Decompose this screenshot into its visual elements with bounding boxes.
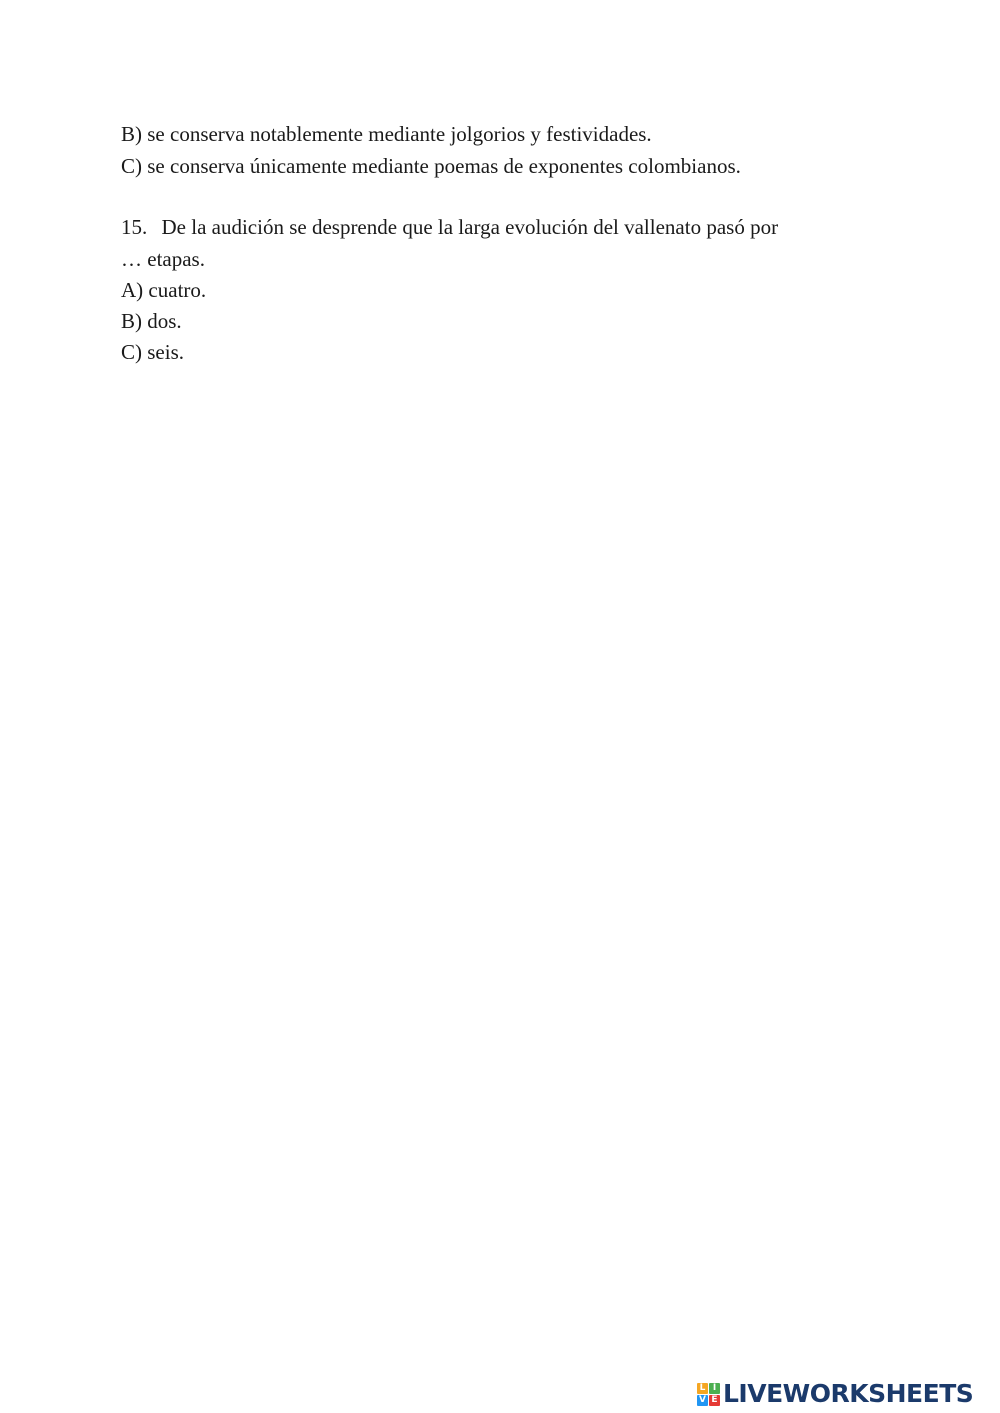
option-letter: B) [121, 122, 142, 146]
q15-stem-line1 [121, 214, 778, 240]
q15-option-a [121, 277, 206, 303]
logo-mark-cell: V [697, 1395, 708, 1406]
option-text: se conserva únicamente mediante poemas de exponentes colombianos. [147, 154, 741, 178]
option-letter: C) [121, 340, 142, 364]
logo-mark-cell: E [709, 1395, 720, 1406]
option-letter: C) [121, 154, 142, 178]
q14-option-b [121, 121, 652, 147]
q15-option-b [121, 308, 182, 334]
option-text: se conserva notablemente mediante jolgorios y festividades. [147, 122, 652, 146]
question-number: 15. [121, 215, 148, 239]
q15-stem-line2 [121, 246, 205, 272]
option-text: dos. [147, 309, 182, 333]
question-stem: De la audición se desprende que la larga evolución del vallenato pasó por [161, 215, 779, 239]
liveworksheets-logo [697, 1377, 973, 1411]
logo-mark-cell: I [709, 1383, 720, 1394]
live-logo-mark-icon [697, 1383, 720, 1406]
question-stem-continued: … etapas. [121, 247, 205, 271]
q14-option-c [121, 153, 741, 179]
q15-option-c [121, 339, 184, 365]
option-letter: B) [121, 309, 142, 333]
option-letter: A) [121, 278, 144, 302]
option-text: seis. [147, 340, 184, 364]
logo-wordmark: LIVEWORKSHEETS [723, 1379, 974, 1408]
logo-mark-cell: L [697, 1383, 708, 1394]
option-text: cuatro. [148, 278, 207, 302]
